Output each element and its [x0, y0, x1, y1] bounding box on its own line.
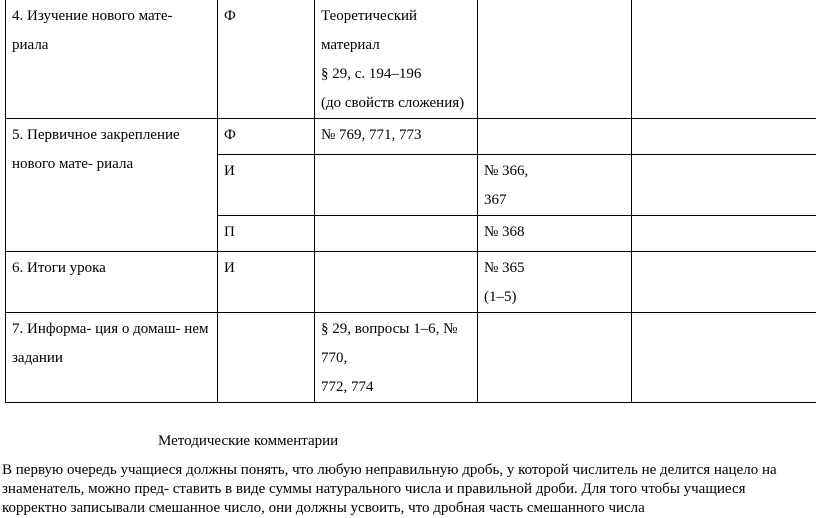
form-cell: П [218, 216, 315, 252]
extra-cell [632, 119, 816, 155]
table-row [6, 252, 816, 313]
lesson-plan-table [5, 0, 816, 403]
form-cell: Ф [218, 0, 315, 119]
extra-cell [632, 216, 816, 252]
content-cell [315, 155, 478, 216]
form-cell [218, 313, 315, 403]
content-cell: Теоретический материал § 29, с. 194–196 (до свойств сложения) [315, 0, 478, 119]
extra-cell [632, 0, 816, 119]
task-cell [478, 313, 632, 403]
stage-cell: 7. Информа- ция о домаш- нем задании [6, 313, 218, 403]
form-cell: Ф [218, 119, 315, 155]
form-cell: И [218, 155, 315, 216]
table-row [6, 0, 816, 119]
extra-cell [632, 313, 816, 403]
task-cell: № 366, 367 [478, 155, 632, 216]
task-cell: № 368 [478, 216, 632, 252]
commentary-paragraph: В первую очередь учащиеся должны понять, что любую неправильную дробь, у которой числитель не делится нацело на знаменатель, можно пред- ставить в виде суммы натурального числа и правильной дроби. Для того чтобы учащиеся корректно записывали смешанное число, они должны усвоить, что дробная часть смешанного числа [2, 461, 814, 518]
content-cell: § 29, вопросы 1–6, № 770, 772, 774 [315, 313, 478, 403]
table-row [6, 313, 816, 403]
extra-cell [632, 252, 816, 313]
content-cell [315, 216, 478, 252]
content-cell [315, 252, 478, 313]
stage-cell: 6. Итоги урока [6, 252, 218, 313]
content-cell: № 769, 771, 773 [315, 119, 478, 155]
form-cell: И [218, 252, 315, 313]
table-row [6, 119, 816, 155]
section-heading: Методические комментарии [158, 431, 338, 451]
task-cell [478, 0, 632, 119]
stage-cell: 4. Изучение нового мате- риала [6, 0, 218, 119]
task-cell [478, 119, 632, 155]
extra-cell [632, 155, 816, 216]
stage-cell: 5. Первичное закрепление нового мате- риала [6, 119, 218, 252]
task-cell: № 365 (1–5) [478, 252, 632, 313]
